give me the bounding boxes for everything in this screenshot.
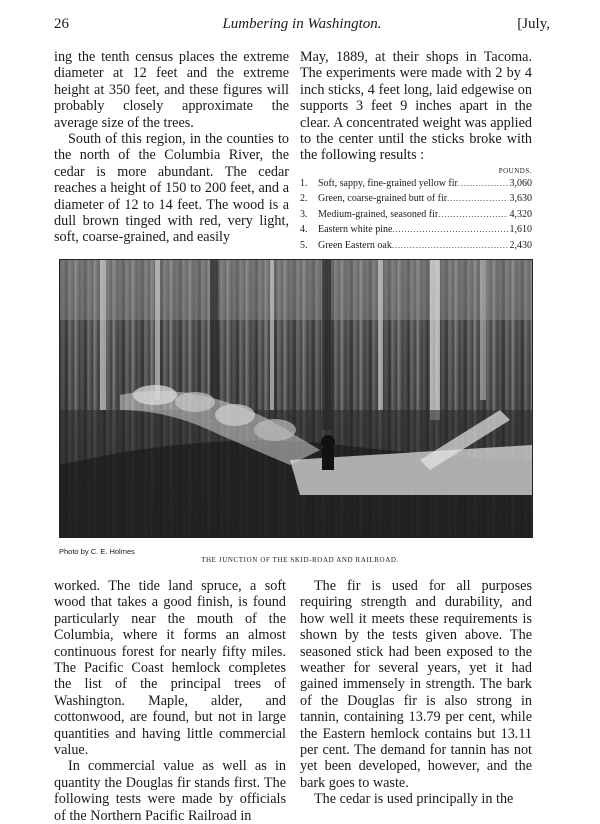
page-number: 26 [54, 16, 69, 32]
row-number: 4. [300, 224, 308, 236]
table-unit-header: POUNDS. [498, 166, 532, 175]
figure-caption: THE JUNCTION OF THE SKID-ROAD AND RAILROAD. [201, 556, 399, 564]
photo-illustration [60, 260, 532, 537]
paragraph: May, 1889, at their shops in Tacoma. The experiments were made with 2 by 4 inch sticks, 4 feet long, laid edgewise on supports 3 feet 9 inches apart in the clear. A concentrated weight was applied to the center until the sticks broke with the following results : [300, 49, 532, 164]
table-row [300, 207, 532, 223]
paragraph: The fir is used for all purposes requiring strength and durability, and how well it meets these requirements is shown by the tests given above. The seasoned stick had been exposed to the weather for several years, yet it had gained immensely in strength. The bark of the Douglas fir is also strong in tannin, containing 13.79 per cent, while the Eastern hemlock contains but 13.11 per cent. The demand for tannin has not yet been developed, however, and the bark goes to waste. [300, 578, 532, 791]
table-row [300, 222, 532, 238]
leader-dots [438, 207, 507, 223]
paragraph: ing the tenth census places the extreme diameter at 12 feet and the extreme height at 350 feet, and these figures will probably closely approximate the average size of the trees. [54, 49, 289, 131]
photo-credit: Photo by C. E. Holmes [59, 547, 135, 556]
column-top-left [54, 49, 289, 246]
leader-dots [458, 176, 508, 192]
column-bottom-left [54, 578, 286, 824]
forest-skid-road-photo [59, 259, 533, 538]
paragraph: In commercial value as well as in quantity the Douglas fir stands first. The following tests were made by officials of the Northern Pacific Railroad in [54, 758, 286, 824]
row-value: 3,060 [509, 177, 532, 189]
strength-test-table [300, 166, 532, 254]
issue-month: [July, [517, 16, 550, 32]
running-header [54, 16, 550, 36]
row-number: 2. [300, 193, 308, 205]
running-title: Lumbering in Washington. [222, 16, 382, 32]
paragraph: The cedar is used principally in the [314, 791, 514, 808]
paragraph: South of this region, in the counties to the north of the Columbia River, the cedar is more abundant. The cedar reaches a height of 150 to 200 feet, and a diameter of 12 to 14 feet. The wood is a dull brown tinged with red, very light, soft, coarse-grained, and easily [54, 131, 289, 246]
row-value: 1,610 [509, 224, 532, 236]
column-top-right [300, 49, 532, 253]
row-number: 5. [300, 239, 308, 251]
row-label: Eastern white pine [318, 224, 393, 236]
row-value: 4,320 [509, 208, 532, 220]
row-value: 2,430 [509, 239, 532, 251]
row-value: 3,630 [509, 193, 532, 205]
leader-dots [392, 222, 507, 238]
leader-dots [447, 191, 507, 207]
row-number: 3. [300, 208, 308, 220]
paragraph: worked. The tide land spruce, a soft wood that takes a good finish, is found particularly near the mouth of the Columbia, where it forms an almost continuous forest for nearly fifty miles. The Pacific Coast hemlock completes the list of the principal trees of Washington. Maple, alder, and cottonwood, are found, but not in large quantities and having little commercial value. [54, 578, 286, 759]
row-label: Green Eastern oak [318, 239, 392, 251]
table-row [300, 238, 532, 254]
row-label: Green, coarse-grained butt of fir [318, 193, 448, 205]
row-label: Soft, sappy, fine-grained yellow fir [318, 177, 458, 189]
row-number: 1. [300, 177, 308, 189]
column-bottom-right [300, 578, 532, 808]
leader-dots [392, 238, 508, 254]
row-label: Medium-grained, seasoned fir [318, 208, 439, 220]
table-row [300, 176, 532, 192]
table-row [300, 191, 532, 207]
